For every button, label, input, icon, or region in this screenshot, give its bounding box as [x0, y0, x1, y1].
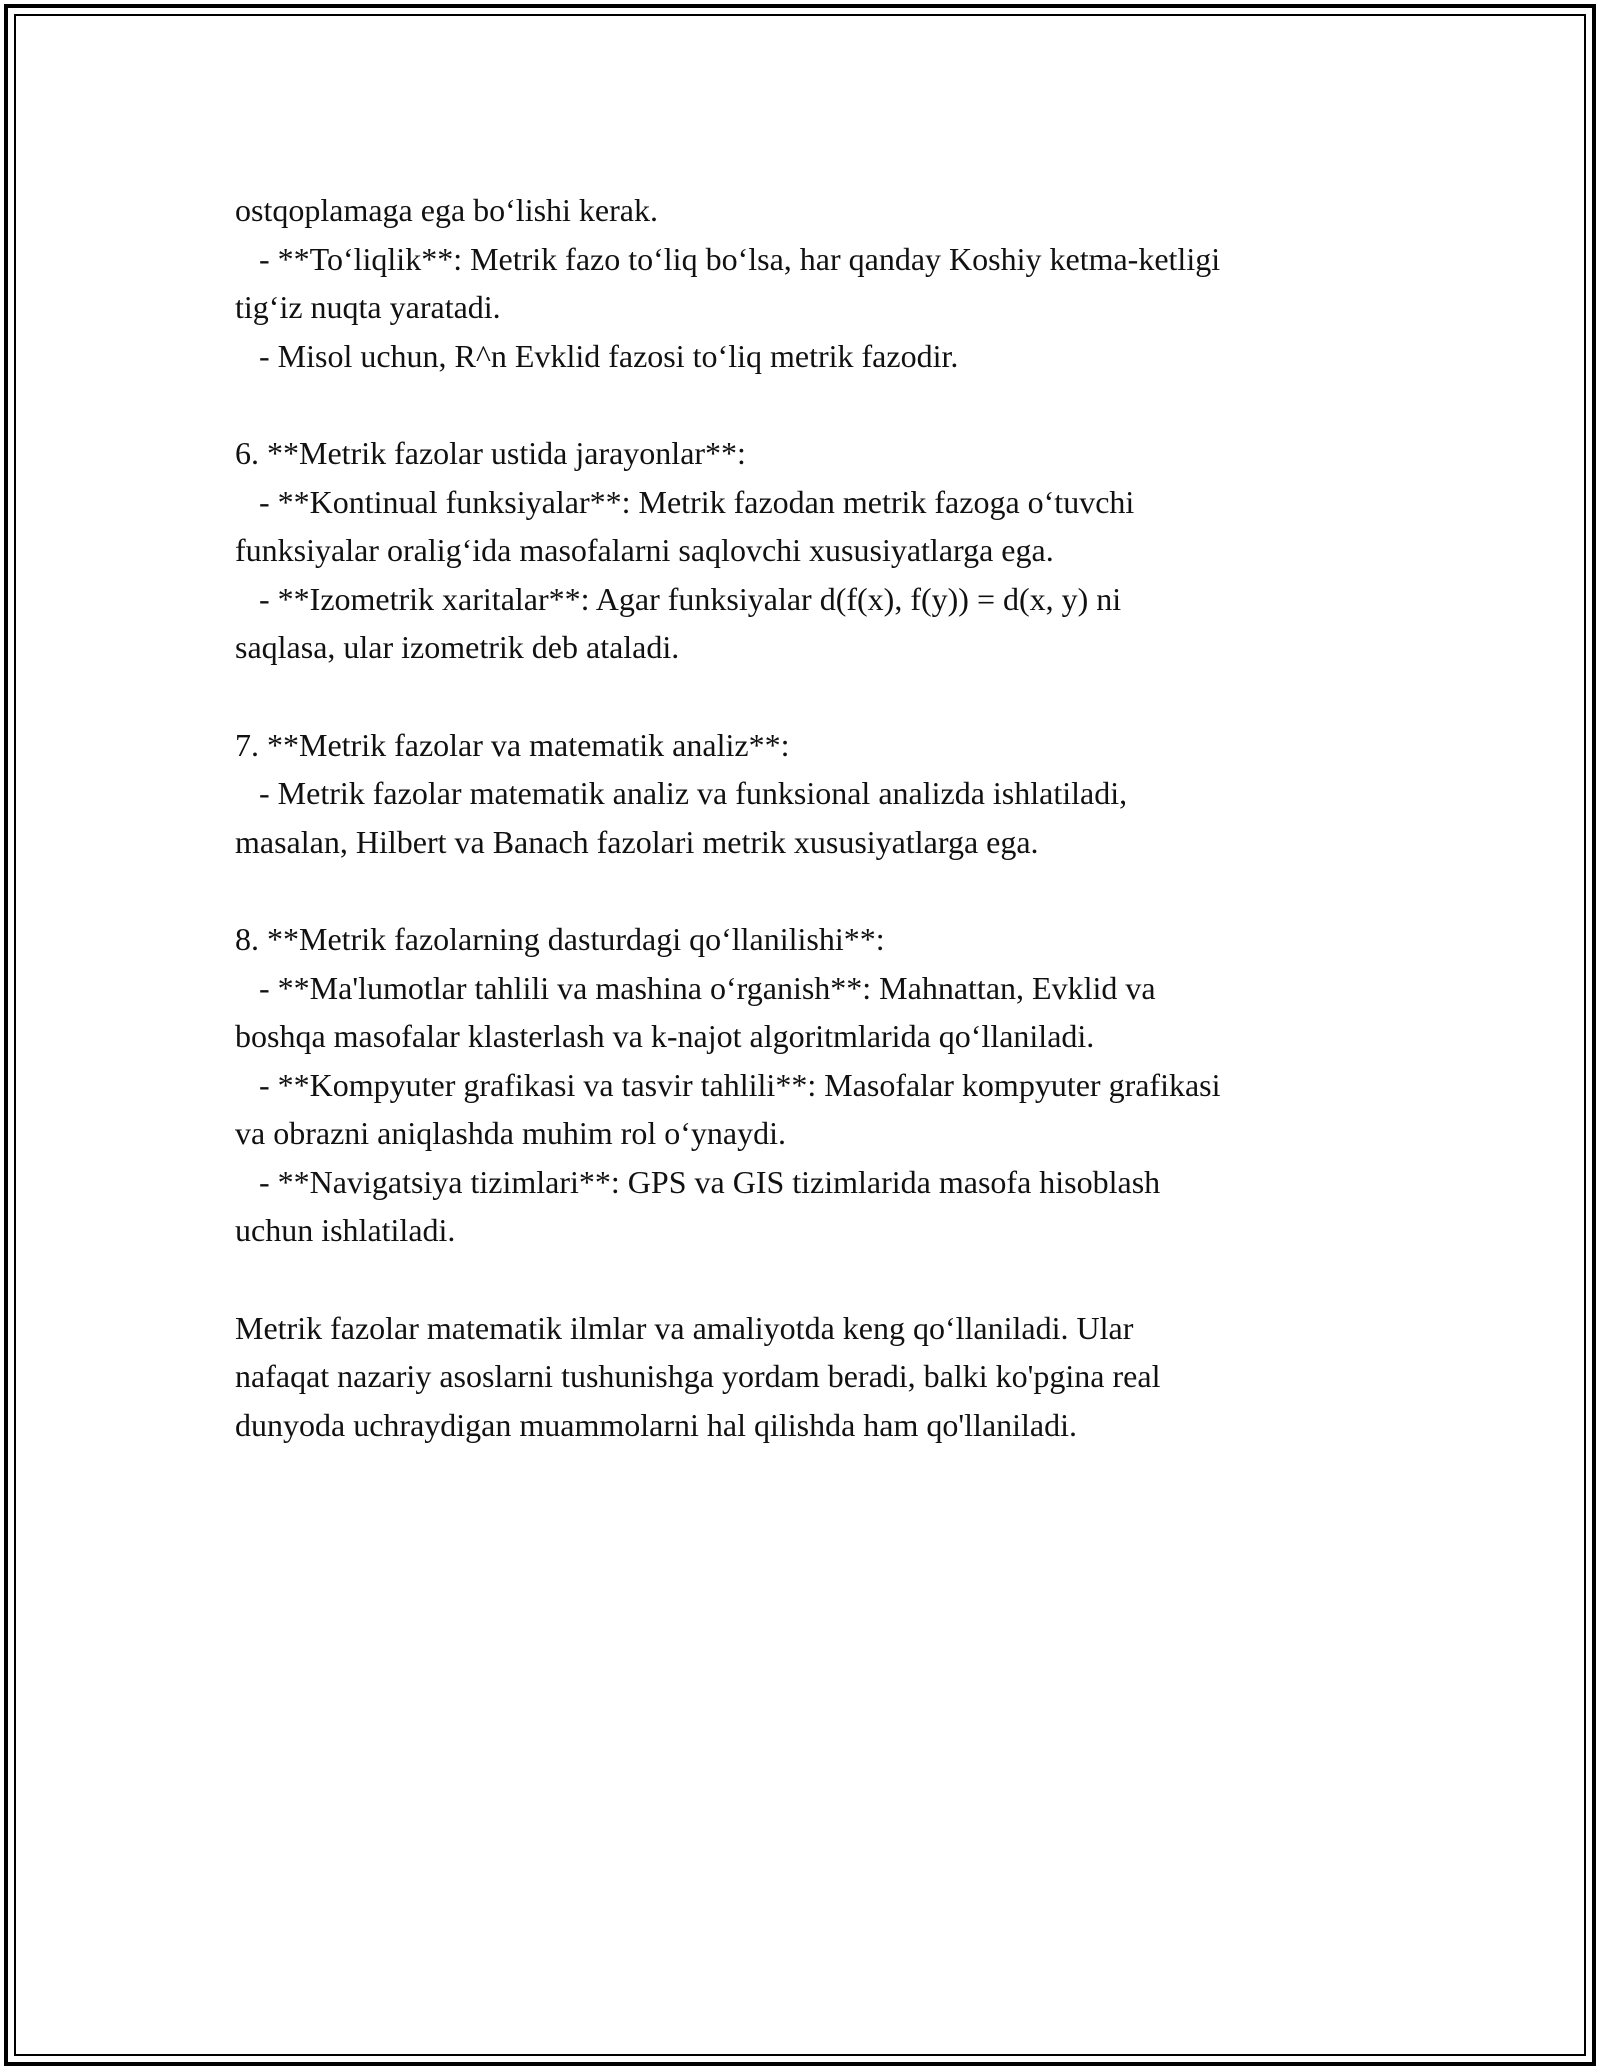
text-line: - Misol uchun, R^n Evklid fazosi to‘liq metrik fazodir. — [235, 337, 959, 374]
text-line: - Metrik fazolar matematik analiz va funksional analizda ishlatiladi, — [235, 775, 1128, 812]
section-heading: 7. **Metrik fazolar va matematik analiz**: — [235, 726, 790, 763]
text-line: - **Navigatsiya tizimlari**: GPS va GIS tizimlarida masofa hisoblash — [235, 1163, 1161, 1200]
text-line: ostqoplamaga ega bo‘lishi kerak. — [235, 192, 658, 228]
conclusion-line: dunyoda uchraydigan muammolarni hal qilishda ham qo'llaniladi. — [235, 1406, 1078, 1443]
section-heading: 6. **Metrik fazolar ustida jarayonlar**: — [235, 434, 746, 471]
text-line: uchun ishlatiladi. — [235, 1212, 456, 1249]
text-line: - **Kompyuter grafikasi va tasvir tahlili**: Masofalar kompyuter grafikasi — [235, 1066, 1221, 1103]
text-line: boshqa masofalar klasterlash va k-najot algoritmlarida qo‘llaniladi. — [235, 1018, 1095, 1055]
text-line: masalan, Hilbert va Banach fazolari metrik xususiyatlarga ega. — [235, 823, 1039, 860]
blank-line — [235, 1255, 1375, 1304]
conclusion-line: Metrik fazolar matematik ilmlar va amaliyotda keng qo‘llaniladi. Ular — [235, 1309, 1134, 1346]
text-line: - **Izometrik xaritalar**: Agar funksiyalar d(f(x), f(y)) = d(x, y) ni — [235, 580, 1122, 617]
text-line: - **Kontinual funksiyalar**: Metrik fazodan metrik fazoga o‘tuvchi — [235, 483, 1135, 520]
conclusion-line: nafaqat nazariy asoslarni tushunishga yordam beradi, balki ko'pgina real — [235, 1358, 1161, 1395]
document-body — [235, 186, 1375, 1449]
blank-line — [235, 380, 1375, 429]
text-line: funksiyalar oralig‘ida masofalarni saqlovchi xususiyatlarga ega. — [235, 532, 1054, 569]
section-heading: 8. **Metrik fazolarning dasturdagi qo‘llanilishi**: — [235, 920, 885, 957]
blank-line — [235, 866, 1375, 915]
text-line: va obrazni aniqlashda muhim rol o‘ynaydi. — [235, 1115, 786, 1152]
text-line: tig‘iz nuqta yaratadi. — [235, 289, 501, 326]
blank-line — [235, 672, 1375, 721]
text-line: - **To‘liqlik**: Metrik fazo to‘liq bo‘lsa, har qanday Koshiy ketma-ketligi — [235, 240, 1221, 277]
text-line: saqlasa, ular izometrik deb ataladi. — [235, 629, 680, 666]
text-line: - **Ma'lumotlar tahlili va mashina o‘rganish**: Mahnattan, Evklid va — [235, 969, 1156, 1006]
